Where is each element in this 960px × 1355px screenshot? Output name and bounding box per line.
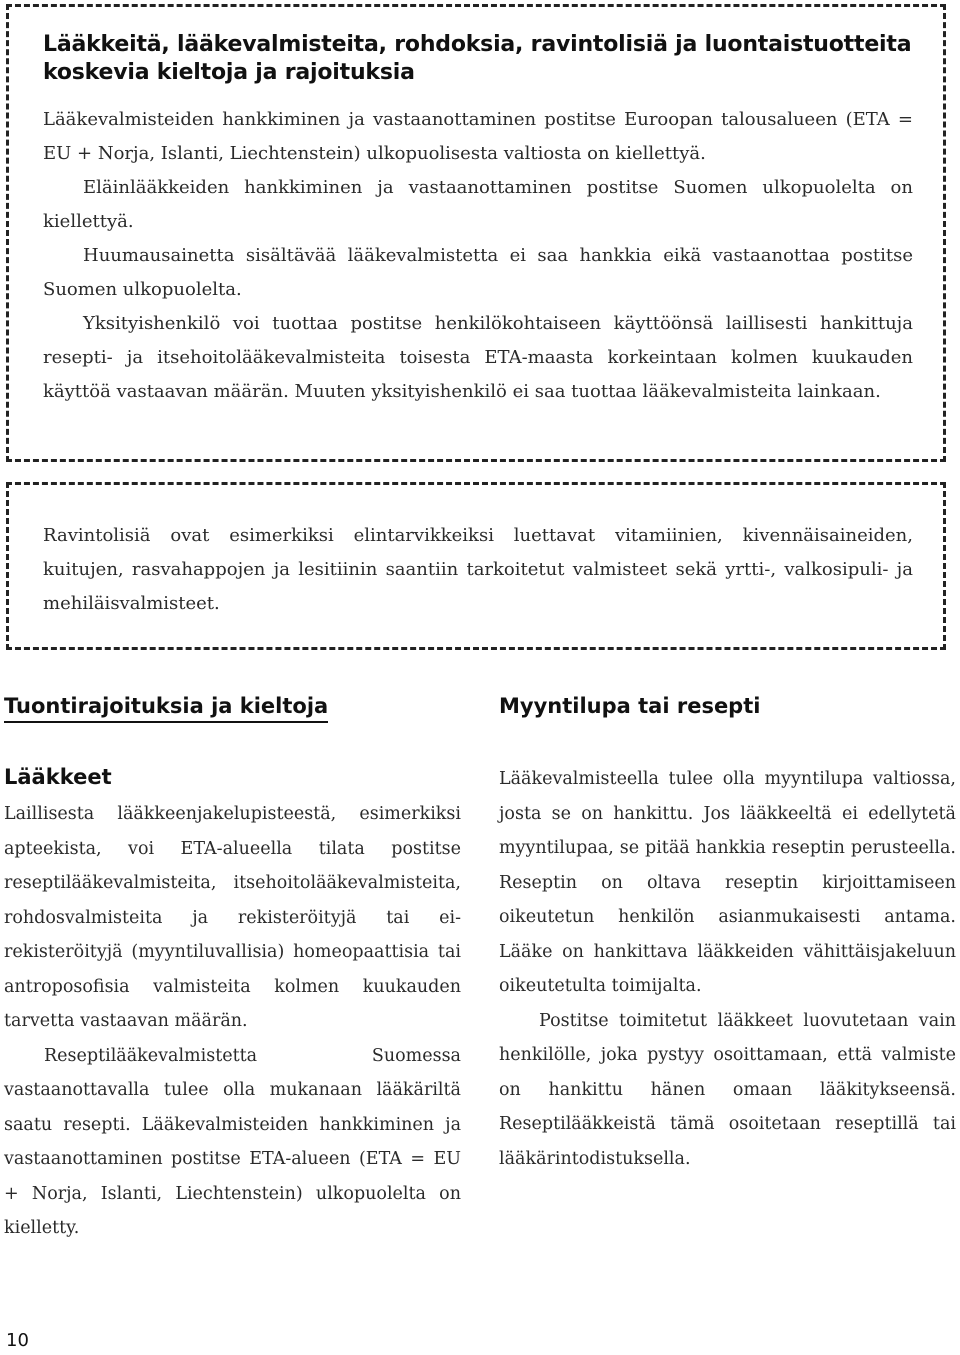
box-paragraph: Huumausainetta sisältävää lääkevalmistetta ei saa hankkia eikä vastaanottaa postitse Suomen ulkopuolelta. [43, 245, 913, 300]
box-heading: Lääkkeitä, lääkevalmisteita, rohdoksia, ravintolisiä ja luontaistuotteita koskevia kieltoja ja rajoituksia [43, 32, 912, 85]
page-number: 10 [6, 1330, 29, 1351]
box-paragraph: Lääkevalmisteiden hankkiminen ja vastaanottaminen postitse Euroopan talousalueen (ETA = EU + Norja, Islanti, Liechtenstein) ulkopuolisesta valtiosta on kiellettyä. [43, 109, 913, 164]
supplements-info-box [6, 482, 946, 650]
column-paragraph: Lääkevalmisteella tulee olla myyntilupa valtiossa, josta se on hankittu. Jos lääkkeeltä ei edellytetä myyntilupaa, se pitää hankkia reseptin perusteella. Reseptin on oltava reseptin kirjoittamiseen oikeutetun henkilön asianmukaisesti antama. Lääke on hankittava lääkkeiden vähittäisjakeluun oikeutetulta toimijalta. [499, 769, 956, 996]
right-column [499, 692, 956, 1176]
column-paragraph: Reseptilääkevalmistetta Suomessa vastaanottavalla tulee olla mukanaan lääkäriltä saatu resepti. Lääkevalmisteiden hankkiminen ja vastaanottaminen postitse ETA-alueen (ETA = EU + Norja, Islanti, Liechtenstein) ulkopuolelta on kielletty. [4, 1045, 461, 1238]
column-paragraph: Laillisesta lääkkeenjakelupisteestä, esimerkiksi apteekista, voi ETA-alueella tilata postitse reseptilääkevalmisteita, itsehoitolääkevalmisteita, rohdosvalmisteita ja rekisteröityjä tai ei-rekisteröityjä (myyntiluvallisia) homeopaattisia tai antroposofisia valmisteita kolmen kuukauden tarvetta vastaavan määrän. [4, 804, 461, 1031]
left-column [4, 692, 461, 1246]
subheading: Lääkkeet [4, 765, 112, 789]
column-heading: Myyntilupa tai resepti [499, 694, 761, 718]
column-paragraph: Postitse toimitetut lääkkeet luovutetaan vain henkilölle, joka pystyy osoittamaan, että valmiste on hankittu hänen omaan lääkitykseensä. Reseptilääkkeistä tämä osoitetaan reseptillä tai lääkärintodistuksella. [499, 1010, 956, 1169]
restrictions-info-box [6, 4, 946, 462]
box-paragraph: Eläinlääkkeiden hankkiminen ja vastaanottaminen postitse Suomen ulkopuolelta on kiellettyä. [43, 177, 913, 232]
box-paragraph: Yksityishenkilö voi tuottaa postitse henkilökohtaiseen käyttöönsä laillisesti hankittuja resepti- ja itsehoitolääkevalmisteita toisesta ETA-maasta korkeintaan kolmen kuukauden käyttöä vastaavan määrän. Muuten yksityishenkilö ei saa tuottaa lääkevalmisteita lainkaan. [43, 313, 913, 402]
section-title: Tuontirajoituksia ja kieltoja [4, 692, 328, 723]
box-paragraph: Ravintolisiä ovat esimerkiksi elintarvikkeiksi luettavat vitamiinien, kivennäisaineiden, kuitujen, rasvahappojen ja lesitiinin saantiin tarkoitetut valmisteet sekä yrtti-, valkosipuli- ja mehiläisvalmisteet. [43, 525, 913, 614]
